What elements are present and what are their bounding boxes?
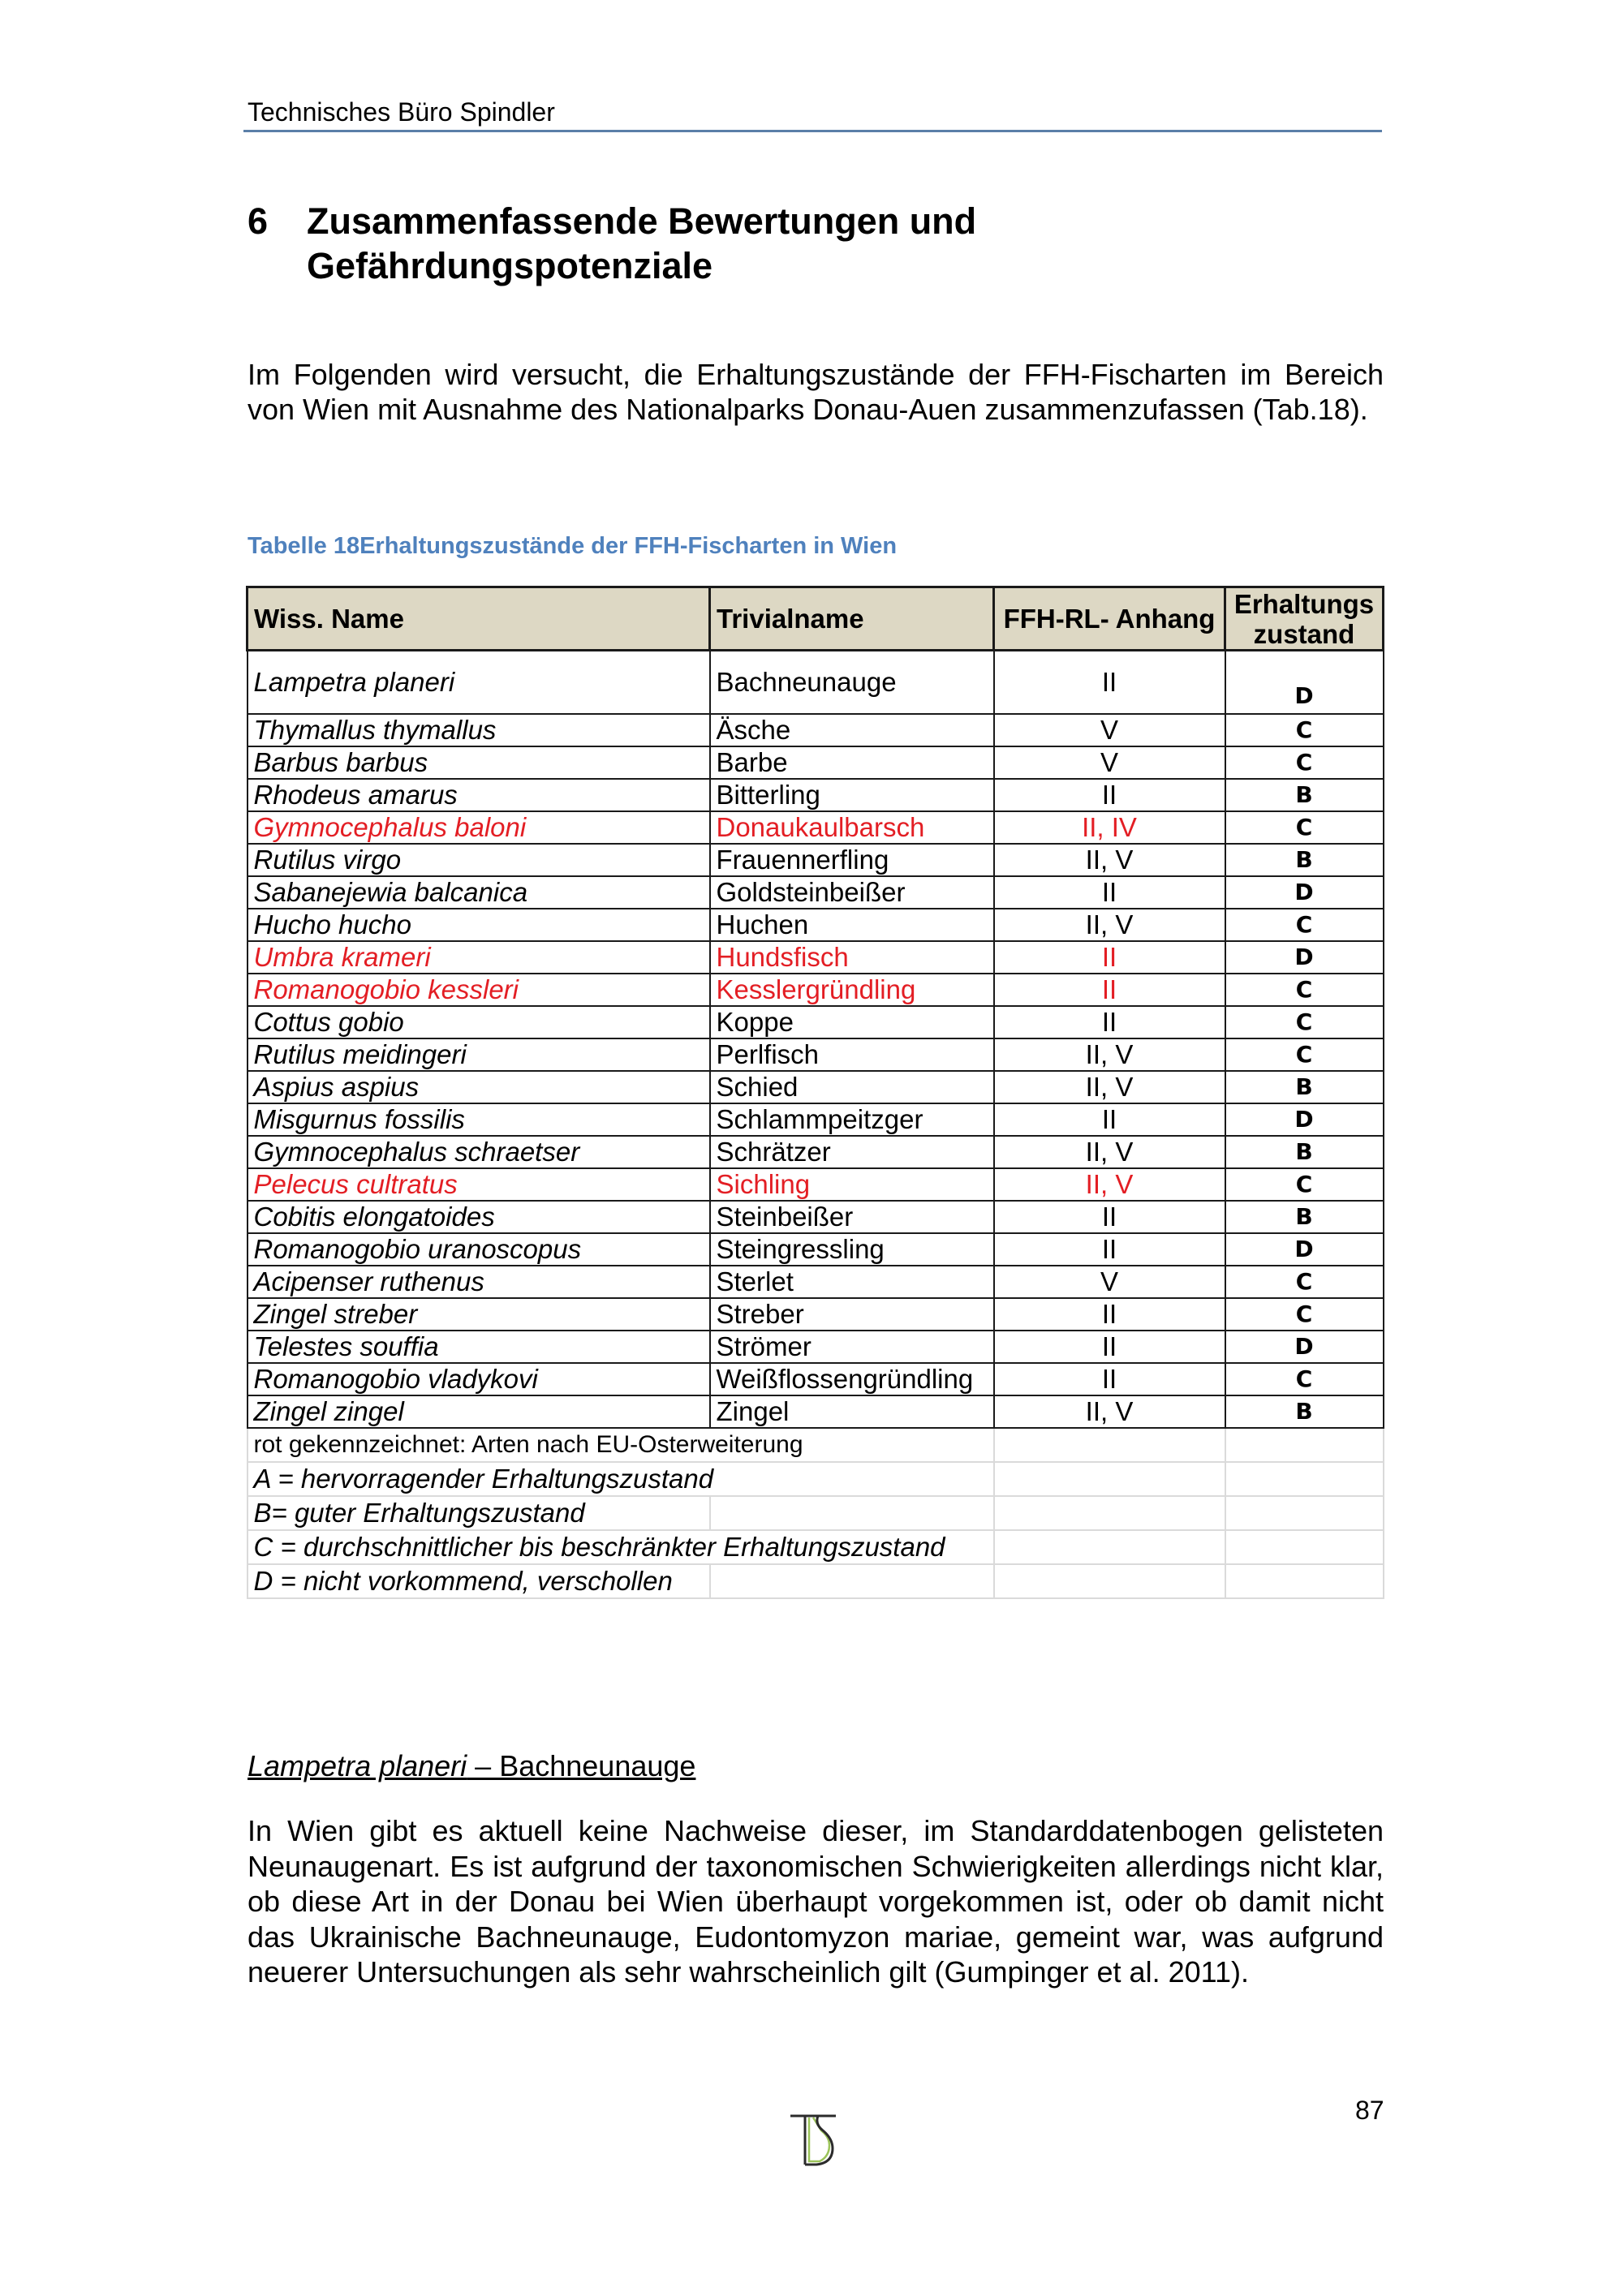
legend-text: C = durchschnittlicher bis beschränkter Erhaltungszustand	[248, 1530, 994, 1564]
chapter-title: Zusammenfassende Bewertungen und Gefährdungspotenziale	[307, 200, 977, 286]
legend-empty-cell	[1225, 1496, 1384, 1530]
column-header-conservation-status	[1225, 587, 1384, 651]
chapter-number: 6	[248, 200, 269, 242]
ffh-annex-cell: II, V	[994, 844, 1225, 876]
table-caption: Tabelle 18Erhaltungszustände der FFH-Fischarten in Wien	[248, 533, 898, 559]
conservation-status-cell: C	[1225, 974, 1384, 1006]
common-name-cell: Steingressling	[710, 1233, 994, 1266]
conservation-status-cell: C	[1225, 1266, 1384, 1298]
scientific-name-cell: Umbra krameri	[248, 941, 710, 974]
conservation-status-cell: D	[1225, 651, 1384, 715]
conservation-status-cell: C	[1225, 746, 1384, 779]
scientific-name-cell: Aspius aspius	[248, 1071, 710, 1103]
conservation-status-cell: D	[1225, 941, 1384, 974]
legend-empty-cell	[1225, 1462, 1384, 1496]
conservation-status-cell: C	[1225, 909, 1384, 941]
common-name-cell: Steinbeißer	[710, 1201, 994, 1233]
legend-row	[248, 1462, 1384, 1496]
ffh-annex-cell: II, V	[994, 1395, 1225, 1428]
ffh-annex-cell: II, V	[994, 1168, 1225, 1201]
ffh-annex-cell: II	[994, 1363, 1225, 1395]
common-name-cell: Perlfisch	[710, 1038, 994, 1071]
page-number: 87	[1355, 2096, 1384, 2125]
common-name-cell: Koppe	[710, 1006, 994, 1038]
ffh-annex-cell: II	[994, 779, 1225, 811]
conservation-status-cell: B	[1225, 1201, 1384, 1233]
table-row	[248, 746, 1384, 779]
column-header-conservation-status-label: Erhaltungs zustand	[1233, 588, 1375, 649]
legend-empty-cell	[710, 1564, 994, 1598]
common-name-cell: Strömer	[710, 1331, 994, 1363]
table-row	[248, 1331, 1384, 1363]
common-name-cell: Kesslergründling	[710, 974, 994, 1006]
scientific-name-cell: Cottus gobio	[248, 1006, 710, 1038]
column-header-ffh-annex: FFH-RL- Anhang	[994, 587, 1225, 651]
table-row	[248, 1103, 1384, 1136]
table-row	[248, 844, 1384, 876]
legend-empty-cell	[994, 1496, 1225, 1530]
ffh-annex-cell: II, IV	[994, 811, 1225, 844]
conservation-status-cell: D	[1225, 1103, 1384, 1136]
conservation-status-cell: D	[1225, 876, 1384, 909]
common-name-cell: Huchen	[710, 909, 994, 941]
scientific-name-cell: Cobitis elongatoides	[248, 1201, 710, 1233]
species-heading-common: – Bachneunauge	[467, 1749, 696, 1782]
table-row	[248, 1201, 1384, 1233]
ffh-annex-cell: II, V	[994, 909, 1225, 941]
common-name-cell: Donaukaulbarsch	[710, 811, 994, 844]
column-header-scientific-name: Wiss. Name	[248, 587, 710, 651]
header-rule	[243, 130, 1382, 132]
species-heading	[248, 1748, 695, 1784]
scientific-name-cell: Pelecus cultratus	[248, 1168, 710, 1201]
legend-text: B= guter Erhaltungszustand	[248, 1496, 710, 1530]
legend-empty-cell	[710, 1496, 994, 1530]
legend-empty-cell	[994, 1428, 1225, 1462]
table-row	[248, 1363, 1384, 1395]
scientific-name-cell: Thymallus thymallus	[248, 714, 710, 746]
scientific-name-cell: Hucho hucho	[248, 909, 710, 941]
scientific-name-cell: Romanogobio uranoscopus	[248, 1233, 710, 1266]
intro-paragraph: Im Folgenden wird versucht, die Erhaltungszustände der FFH-Fischarten im Bereich von Wien mit Ausnahme des Nationalparks Donau-Auen zusammenzufassen (Tab.18).	[248, 358, 1384, 426]
common-name-cell: Sterlet	[710, 1266, 994, 1298]
species-paragraph: In Wien gibt es aktuell keine Nachweise dieser, im Standarddatenbogen gelisteten Neunaugenart. Es ist aufgrund der taxonomischen Schwierigkeiten allerdings nicht klar, ob diese Art in der Donau bei Wien überhaupt vorgekommen ist, oder ob damit nicht das Ukrainische Bachneunauge, Eudontomyzon mariae, gemeint war, was aufgrund neuerer Untersuchungen als sehr wahrscheinlich gilt (Gumpinger et al. 2011).	[248, 1814, 1384, 1989]
scientific-name-cell: Zingel streber	[248, 1298, 710, 1331]
ffh-annex-cell: II	[994, 1233, 1225, 1266]
ffh-annex-cell: II, V	[994, 1136, 1225, 1168]
conservation-status-cell: B	[1225, 844, 1384, 876]
ffh-annex-cell: V	[994, 1266, 1225, 1298]
legend-text: rot gekennzeichnet: Arten nach EU-Osterweiterung	[248, 1428, 994, 1462]
table-row	[248, 1233, 1384, 1266]
table-body	[248, 651, 1384, 1599]
common-name-cell: Goldsteinbeißer	[710, 876, 994, 909]
table-row	[248, 1298, 1384, 1331]
scientific-name-cell: Lampetra planeri	[248, 651, 710, 715]
common-name-cell: Frauennerfling	[710, 844, 994, 876]
common-name-cell: Bachneunauge	[710, 651, 994, 715]
legend-empty-cell	[994, 1462, 1225, 1496]
ffh-annex-cell: II	[994, 1298, 1225, 1331]
table-row	[248, 909, 1384, 941]
conservation-status-cell: B	[1225, 1395, 1384, 1428]
common-name-cell: Weißflossengründling	[710, 1363, 994, 1395]
legend-row	[248, 1496, 1384, 1530]
ffh-annex-cell: V	[994, 746, 1225, 779]
scientific-name-cell: Romanogobio vladykovi	[248, 1363, 710, 1395]
conservation-status-cell: C	[1225, 1038, 1384, 1071]
scientific-name-cell: Sabanejewia balcanica	[248, 876, 710, 909]
table-header-row	[248, 587, 1384, 651]
table-row	[248, 1395, 1384, 1428]
scientific-name-cell: Rutilus meidingeri	[248, 1038, 710, 1071]
scientific-name-cell: Zingel zingel	[248, 1395, 710, 1428]
scientific-name-cell: Misgurnus fossilis	[248, 1103, 710, 1136]
common-name-cell: Sichling	[710, 1168, 994, 1201]
table-row	[248, 941, 1384, 974]
common-name-cell: Bitterling	[710, 779, 994, 811]
ffh-annex-cell: II	[994, 1103, 1225, 1136]
scientific-name-cell: Romanogobio kessleri	[248, 974, 710, 1006]
table-row	[248, 811, 1384, 844]
conservation-status-cell: C	[1225, 714, 1384, 746]
legend-row	[248, 1564, 1384, 1598]
common-name-cell: Schrätzer	[710, 1136, 994, 1168]
ffh-annex-cell: II, V	[994, 1071, 1225, 1103]
common-name-cell: Streber	[710, 1298, 994, 1331]
conservation-status-cell: C	[1225, 1168, 1384, 1201]
scientific-name-cell: Gymnocephalus schraetser	[248, 1136, 710, 1168]
legend-empty-cell	[994, 1530, 1225, 1564]
scientific-name-cell: Telestes souffia	[248, 1331, 710, 1363]
scientific-name-cell: Gymnocephalus baloni	[248, 811, 710, 844]
table-row	[248, 1006, 1384, 1038]
table-row	[248, 1071, 1384, 1103]
ffh-annex-cell: V	[994, 714, 1225, 746]
table-row	[248, 876, 1384, 909]
table-row	[248, 1136, 1384, 1168]
common-name-cell: Zingel	[710, 1395, 994, 1428]
ffh-annex-cell: II	[994, 651, 1225, 715]
scientific-name-cell: Rutilus virgo	[248, 844, 710, 876]
common-name-cell: Schlammpeitzger	[710, 1103, 994, 1136]
conservation-status-cell: B	[1225, 1071, 1384, 1103]
conservation-status-cell: C	[1225, 1298, 1384, 1331]
conservation-status-cell: B	[1225, 1136, 1384, 1168]
legend-empty-cell	[1225, 1428, 1384, 1462]
ffh-annex-cell: II	[994, 1331, 1225, 1363]
ffh-annex-cell: II	[994, 876, 1225, 909]
table-row	[248, 714, 1384, 746]
table-row	[248, 974, 1384, 1006]
legend-empty-cell	[1225, 1530, 1384, 1564]
common-name-cell: Äsche	[710, 714, 994, 746]
legend-text: D = nicht vorkommend, verschollen	[248, 1564, 710, 1598]
table-row	[248, 1168, 1384, 1201]
legend-empty-cell	[1225, 1564, 1384, 1598]
common-name-cell: Schied	[710, 1071, 994, 1103]
ffh-annex-cell: II	[994, 941, 1225, 974]
ffh-annex-cell: II	[994, 974, 1225, 1006]
scientific-name-cell: Rhodeus amarus	[248, 779, 710, 811]
common-name-cell: Hundsfisch	[710, 941, 994, 974]
conservation-status-cell: C	[1225, 1363, 1384, 1395]
table-row	[248, 1266, 1384, 1298]
ffh-annex-cell: II	[994, 1006, 1225, 1038]
table-row	[248, 651, 1384, 715]
ffh-annex-cell: II	[994, 1201, 1225, 1233]
common-name-cell: Barbe	[710, 746, 994, 779]
legend-text: A = hervorragender Erhaltungszustand	[248, 1462, 994, 1496]
running-header: Technisches Büro Spindler	[248, 97, 555, 127]
fish-species-table	[246, 586, 1384, 1599]
table-row	[248, 779, 1384, 811]
legend-row	[248, 1428, 1384, 1462]
table-row	[248, 1038, 1384, 1071]
column-header-common-name: Trivialname	[710, 587, 994, 651]
ffh-annex-cell: II, V	[994, 1038, 1225, 1071]
species-heading-scientific: Lampetra planeri	[248, 1749, 467, 1782]
conservation-status-cell: D	[1225, 1331, 1384, 1363]
scientific-name-cell: Barbus barbus	[248, 746, 710, 779]
conservation-status-cell: B	[1225, 779, 1384, 811]
scientific-name-cell: Acipenser ruthenus	[248, 1266, 710, 1298]
tbs-logo-icon	[787, 2109, 839, 2168]
conservation-status-cell: C	[1225, 1006, 1384, 1038]
legend-empty-cell	[994, 1564, 1225, 1598]
legend-row	[248, 1530, 1384, 1564]
conservation-status-cell: C	[1225, 811, 1384, 844]
conservation-status-cell: D	[1225, 1233, 1384, 1266]
